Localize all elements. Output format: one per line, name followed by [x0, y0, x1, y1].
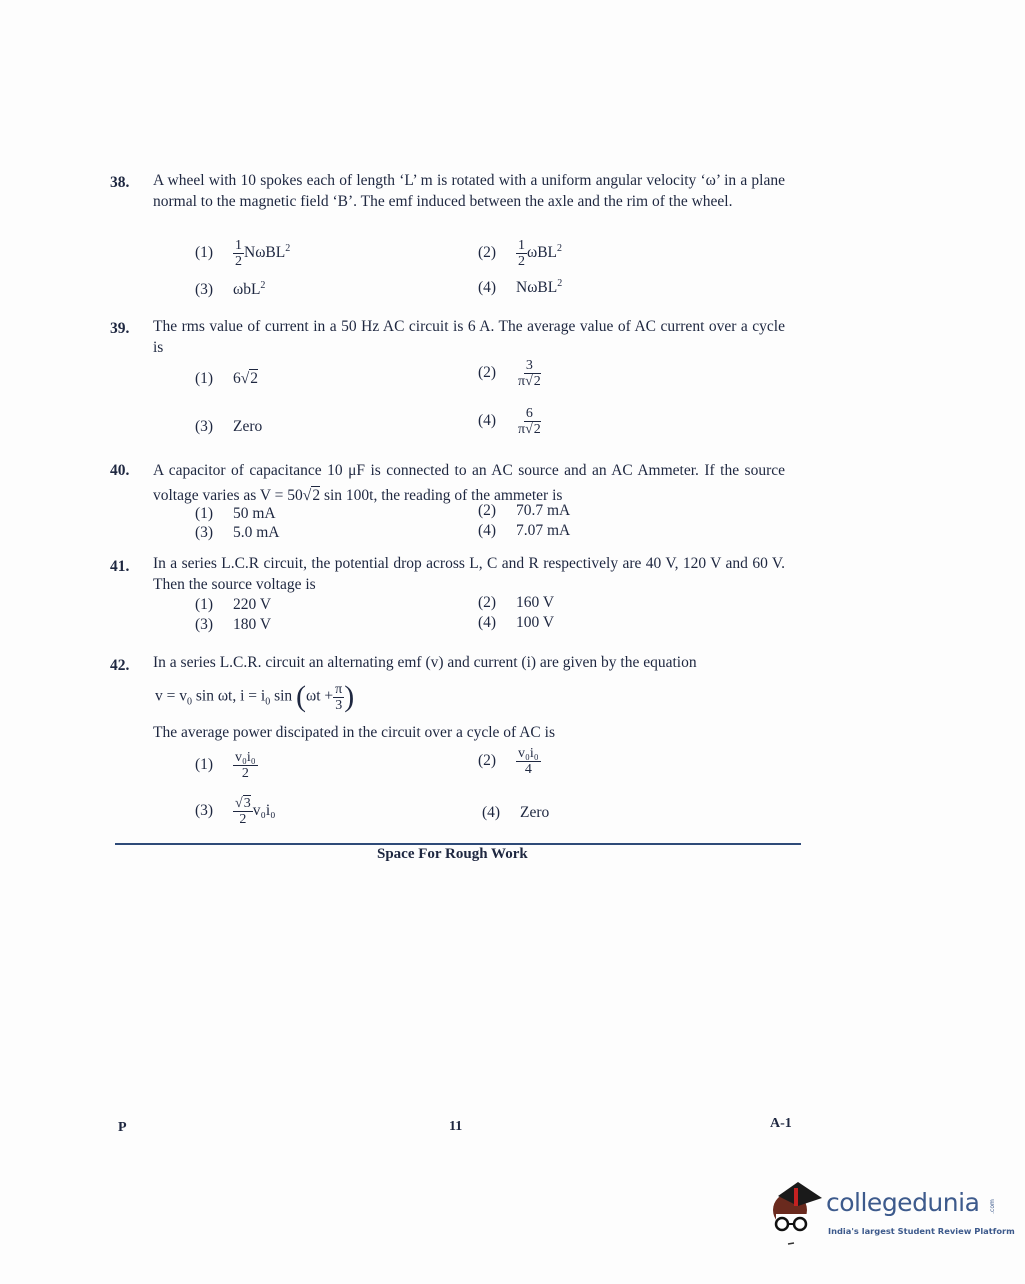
exponent: 2	[557, 242, 563, 254]
question-text: The average power discipated in the circuit over a cycle of AC is	[153, 724, 555, 741]
option-label: (4)	[478, 522, 497, 539]
sqrt-radicand: 3	[243, 796, 251, 811]
option: (1) 6√2	[195, 370, 259, 387]
option	[195, 418, 262, 436]
option-value: 70.7 mA	[516, 502, 571, 519]
option	[195, 596, 271, 614]
option-value: 50 mA	[233, 505, 276, 522]
denominator: 3	[335, 697, 343, 713]
numerator: 1	[235, 238, 242, 253]
option-value: ωbL	[233, 281, 261, 299]
option-value: Zero	[233, 418, 263, 435]
denominator: π√2	[518, 374, 541, 389]
option	[478, 278, 562, 297]
equation-part: sin ωt, i = i	[192, 687, 266, 705]
option	[478, 502, 570, 520]
option-label: (1)	[195, 370, 214, 387]
option	[195, 238, 290, 269]
option-label: (3)	[195, 802, 214, 820]
option-value: NωBL	[516, 279, 558, 297]
logo-tagline: India's largest Student Review Platform	[828, 1226, 1015, 1236]
footer-code: A-1	[770, 1116, 792, 1131]
fraction	[233, 796, 253, 827]
question-number: 41.	[110, 558, 130, 575]
fraction	[516, 746, 541, 777]
numerator: 1	[518, 238, 525, 253]
denominator: 2	[239, 812, 247, 827]
option-value: 7.07 mA	[516, 522, 571, 539]
option-label: (3)	[195, 281, 214, 299]
option-value: NωBL	[244, 244, 286, 262]
option	[195, 750, 258, 781]
option	[478, 238, 562, 269]
question-number: 38.	[110, 174, 130, 191]
option-label: (2)	[478, 364, 497, 382]
option	[482, 804, 549, 822]
option-value: 220 V	[233, 596, 272, 613]
subscript: 0	[187, 696, 192, 708]
option	[478, 746, 541, 777]
option	[195, 280, 265, 299]
logo-com: .com	[988, 1199, 996, 1214]
numerator: 3	[525, 358, 533, 373]
denominator: 2	[235, 254, 242, 269]
question-text: In a series L.C.R. circuit an alternating emf (v) and current (i) are given by the equation	[153, 654, 697, 671]
fraction	[518, 406, 541, 437]
logo-wordmark: collegedunia	[826, 1188, 980, 1217]
pi: π	[518, 374, 526, 389]
sqrt-radicand: 2	[312, 487, 321, 504]
option-label: (4)	[478, 279, 497, 297]
option-label: (4)	[482, 804, 501, 821]
option-label: (2)	[478, 244, 497, 262]
pi: π	[518, 422, 526, 437]
text: A capacitor of capacitance 10 μF is connected to an AC source and an AC Ammeter. If the source voltage varies as V = 50	[153, 462, 785, 504]
divider	[115, 843, 801, 845]
option	[478, 594, 554, 612]
sqrt-radicand: 2	[533, 422, 541, 437]
question-number: 39.	[110, 320, 130, 337]
option	[478, 358, 541, 389]
question-number: 42.	[110, 657, 130, 674]
option-value: 180 V	[233, 616, 272, 633]
fraction	[233, 750, 258, 781]
option-label: (1)	[195, 244, 214, 262]
option	[195, 616, 271, 634]
option-label: (2)	[478, 594, 497, 611]
option-label: (2)	[478, 752, 497, 770]
option-value: v₀i₀	[252, 802, 276, 820]
option-label: (1)	[195, 596, 214, 613]
option-value: 160 V	[516, 594, 555, 611]
option-label: (3)	[195, 418, 214, 435]
footer-left: P	[118, 1120, 127, 1135]
option-value: 6	[233, 370, 241, 387]
equation-part: sin	[270, 687, 293, 705]
question-text: The rms value of current in a 50 Hz AC circuit is 6 A. The average value of AC current over a cycle is	[153, 318, 785, 356]
text: sin 100t, the reading of the ammeter is	[320, 487, 563, 504]
numerator: π	[335, 681, 343, 697]
option	[478, 522, 570, 540]
fraction	[518, 358, 541, 389]
denominator: 2	[241, 766, 249, 781]
exponent: 2	[285, 242, 291, 254]
option-label: (4)	[478, 614, 497, 631]
sqrt-radicand: 2	[533, 374, 541, 389]
option-value: ωBL	[527, 244, 558, 262]
denominator: 4	[524, 762, 532, 777]
exponent: 2	[557, 278, 563, 289]
fraction	[333, 682, 344, 713]
sqrt-radicand: 2	[250, 370, 259, 387]
option-label: (2)	[478, 502, 497, 519]
option	[195, 505, 276, 523]
equation-part: ωt +	[306, 687, 334, 705]
option	[195, 524, 280, 542]
subscript: 0	[265, 696, 271, 708]
option-label: (1)	[195, 756, 214, 774]
numerator: √3	[235, 796, 251, 811]
collegedunia-mascot-icon	[768, 1178, 828, 1248]
fraction	[233, 238, 244, 269]
option	[195, 796, 276, 827]
denominator: 2	[518, 254, 525, 269]
denominator: π√2	[518, 422, 541, 437]
page-number: 11	[449, 1119, 463, 1134]
question-text: In a series L.C.R circuit, the potential drop across L, C and R respectively are 40 V, 120 V and 60 V. Then the source voltage is	[153, 555, 785, 593]
option-label: (3)	[195, 524, 214, 541]
option-value: 5.0 mA	[233, 524, 280, 541]
question-text: A wheel with 10 spokes each of length ‘L’ m is rotated with a uniform angular velocity ‘ω’ in a plane normal to the magnetic field ‘B’. The emf induced between the axle and the rim of the wheel.	[153, 172, 785, 210]
option	[478, 406, 541, 437]
equation: $v = v_0$ sin ωt, $i = i_0$ sin (ωt + $\frac{\pi}{3}$ )	[155, 680, 355, 713]
numerator: v₀i₀	[518, 746, 539, 761]
option	[478, 614, 554, 632]
question-text: A capacitor of capacitance 10 μF is connected to an AC source and an AC Ammeter. If the source voltage varies as V = 50√2 sin 100t, the reading of the ammeter is	[153, 462, 785, 504]
option-value: Zero	[520, 804, 550, 821]
fraction	[516, 238, 527, 269]
equation-part: v = v	[155, 687, 187, 705]
option-label: (3)	[195, 616, 214, 633]
numerator: v₀i₀	[235, 750, 256, 765]
option-label: (1)	[195, 505, 214, 522]
option-label: (4)	[478, 412, 497, 430]
question-number: 40.	[110, 462, 130, 479]
option-value: 100 V	[516, 614, 555, 631]
numerator: 6	[525, 406, 533, 421]
exponent: 2	[260, 280, 266, 291]
rough-work-heading: Space For Rough Work	[377, 846, 528, 862]
